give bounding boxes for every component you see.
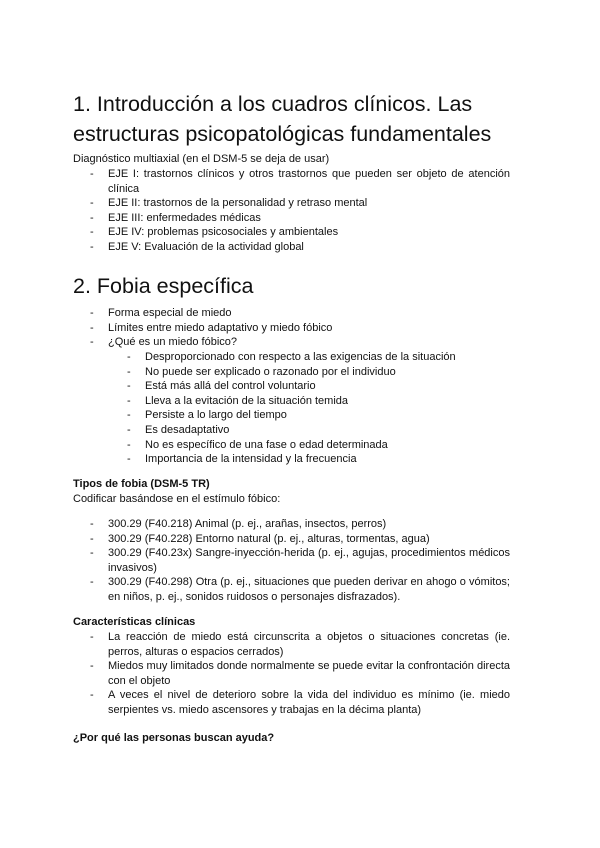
types-intro: Codificar basándose en el estímulo fóbico: (73, 493, 281, 505)
list-item: - Persiste a lo largo del tiempo (127, 408, 467, 423)
list-item: - Límites entre miedo adaptativo y miedo fóbico (90, 321, 510, 336)
list-item: - Desproporcionado con respecto a las exigencias de la situación (127, 350, 467, 365)
section-title-intro: 1. Introducción a los cuadros clínicos. Las estructuras psicopatológicas fundamentales (73, 92, 492, 146)
phobia-bullets (90, 306, 510, 350)
list-item: - Es desadaptativo (127, 423, 467, 438)
clinical-heading: Características clínicas (73, 616, 196, 628)
list-item: - EJE V: Evaluación de la actividad global (90, 240, 510, 255)
list-item: - No es específico de una fase o edad determinada (127, 438, 467, 453)
list-item: - La reacción de miedo está circunscrita a objetos o situaciones concretas (ie. perros, alturas o espacios cerrados) (90, 630, 510, 659)
list-item: - ¿Qué es un miedo fóbico? (90, 335, 510, 350)
list-item: - EJE III: enfermedades médicas (90, 211, 510, 226)
types-heading: Tipos de fobia (DSM-5 TR) (73, 478, 210, 490)
phobic-fear-traits (127, 350, 467, 467)
section-title-phobia: 2. Fobia específica (73, 274, 254, 298)
list-item: - EJE IV: problemas psicosociales y ambientales (90, 225, 510, 240)
list-item: - 300.29 (F40.298) Otra (p. ej., situaciones que pueden derivar en ahogo o vómitos; en niños, p. ej., sonidos ruidosos o personajes disfrazados). (90, 575, 510, 604)
multiaxial-subtitle: Diagnóstico multiaxial (en el DSM-5 se deja de usar) (73, 153, 330, 165)
list-item: - 300.29 (F40.228) Entorno natural (p. ej., alturas, tormentas, agua) (90, 532, 510, 547)
list-item: - EJE II: trastornos de la personalidad y retraso mental (90, 196, 510, 211)
list-item: - Miedos muy limitados donde normalmente se puede evitar la confrontación directa con el objeto (90, 659, 510, 688)
list-item: - A veces el nivel de deterioro sobre la vida del individuo es mínimo (ie. miedo serpientes vs. miedo ascensores y trabajas en la décima planta) (90, 688, 510, 717)
list-item: - No puede ser explicado o razonado por el individuo (127, 365, 467, 380)
why-help-heading: ¿Por qué las personas buscan ayuda? (73, 732, 275, 744)
phobia-types-list (90, 517, 510, 605)
list-item: - Está más allá del control voluntario (127, 379, 467, 394)
list-item: - EJE I: trastornos clínicos y otros trastornos que pueden ser objeto de atención clínica (90, 167, 510, 196)
list-item: - Importancia de la intensidad y la frecuencia (127, 452, 467, 467)
list-item: - Forma especial de miedo (90, 306, 510, 321)
clinical-list (90, 630, 510, 718)
list-item: - 300.29 (F40.218) Animal (p. ej., arañas, insectos, perros) (90, 517, 510, 532)
axes-list (90, 167, 510, 255)
list-item: - Lleva a la evitación de la situación temida (127, 394, 467, 409)
list-item: - 300.29 (F40.23x) Sangre-inyección-herida (p. ej., agujas, procedimientos médicos invasivos) (90, 546, 510, 575)
